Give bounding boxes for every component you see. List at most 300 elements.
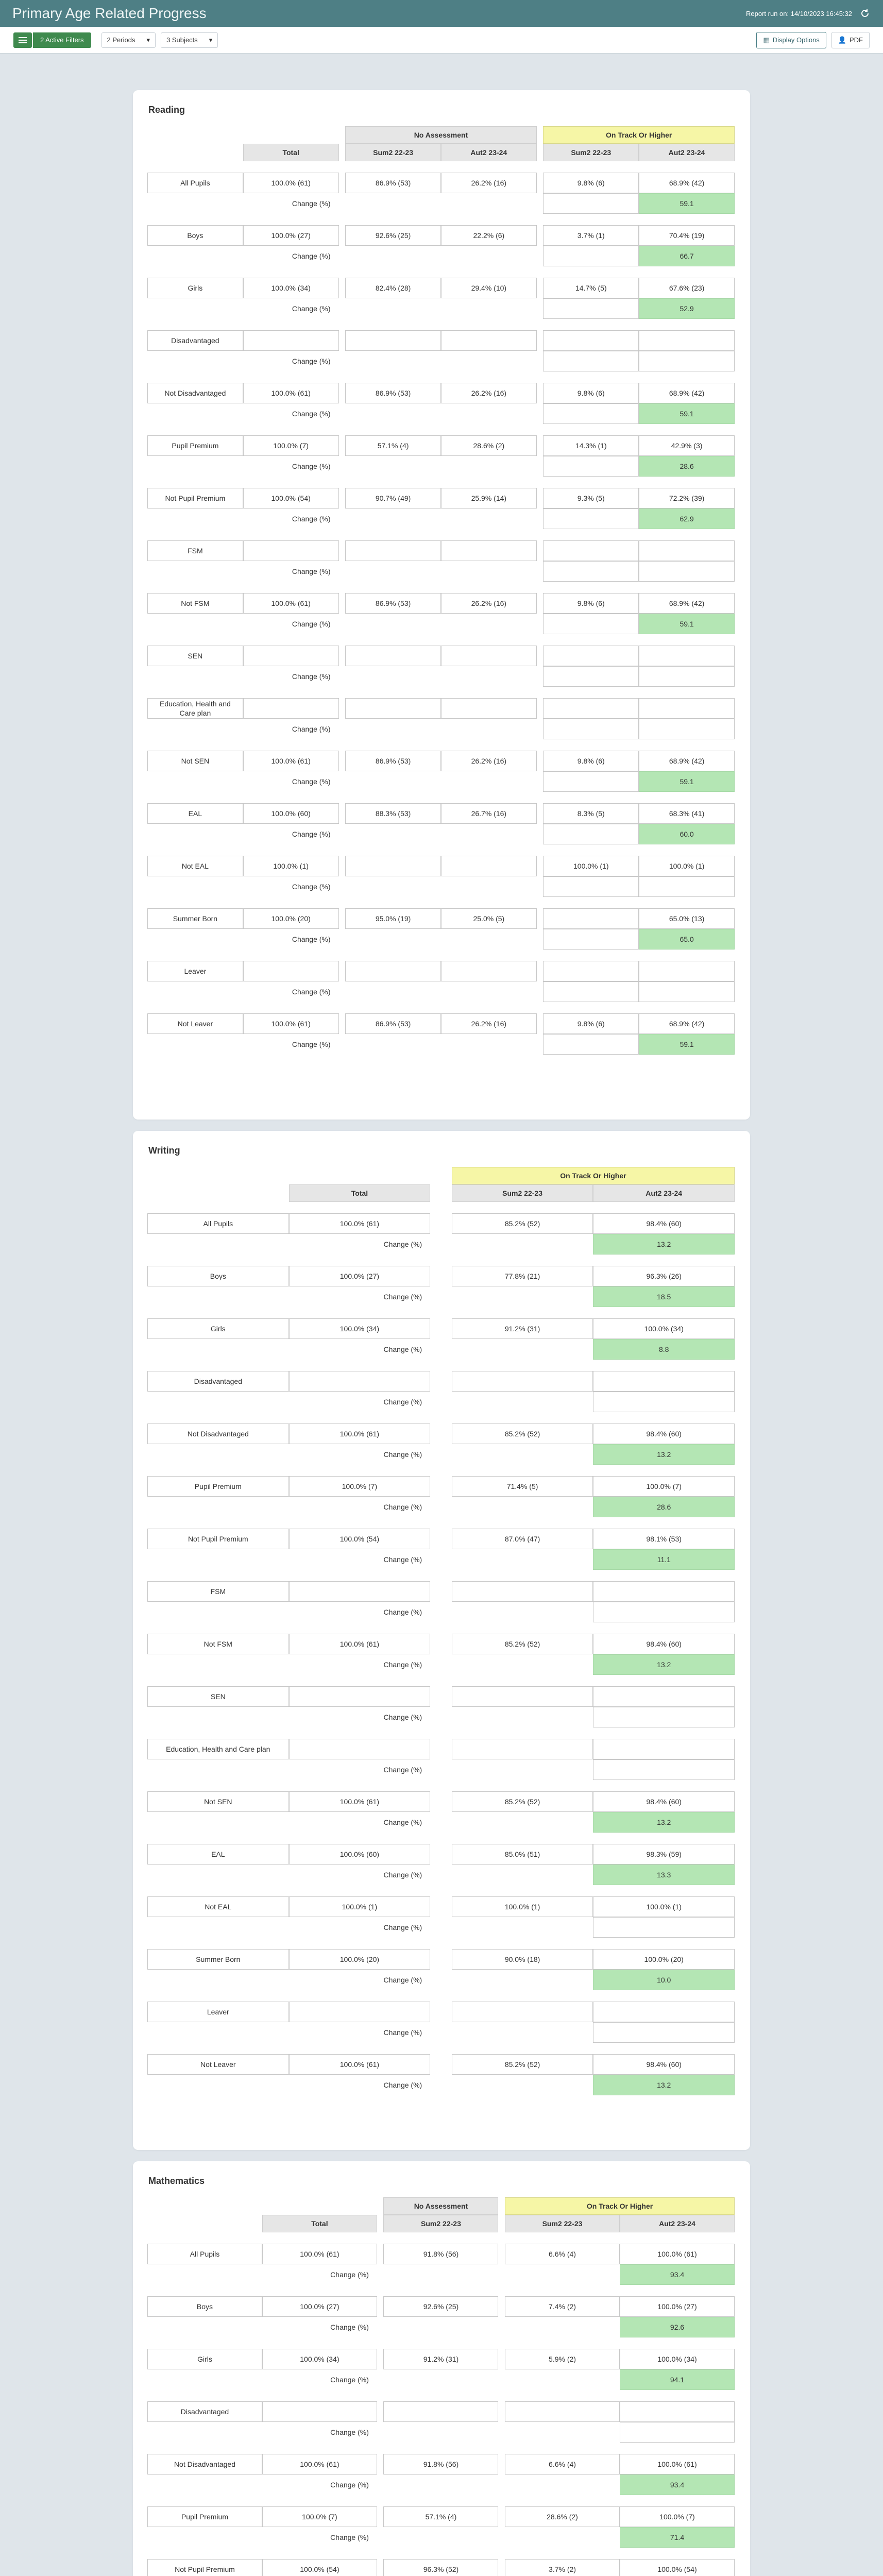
total-cell: 100.0% (61) [243, 173, 339, 193]
on-track-sum2-cell: 14.7% (5) [543, 278, 639, 298]
spacer [537, 929, 544, 950]
on-track-aut2-cell: 100.0% (1) [593, 1896, 735, 1917]
spacer [339, 803, 346, 824]
row-spacer [147, 1727, 735, 1739]
spacer [147, 897, 735, 908]
spacer [147, 1938, 735, 1949]
spacer [339, 456, 346, 477]
spacer [537, 488, 544, 509]
on-track-aut2-cell: 68.9% (42) [639, 383, 735, 403]
spacer [537, 561, 544, 582]
on-track-sum2-cell [452, 2002, 593, 2022]
header-on-track: On Track Or Higher [452, 1167, 735, 1184]
spacer [430, 1844, 452, 1865]
change-value-cell: 11.1 [593, 1549, 735, 1570]
total-cell [243, 540, 339, 561]
change-row [147, 929, 735, 950]
table-row [147, 1213, 735, 1234]
row-label: All Pupils [147, 2244, 262, 2264]
header-row [147, 144, 735, 161]
total-cell: 100.0% (27) [289, 1266, 431, 1286]
row-spacer [147, 2548, 735, 2559]
on-track-sum2-cell: 3.7% (1) [543, 225, 639, 246]
spacer [345, 403, 441, 424]
spacer [147, 1970, 289, 1990]
spacer [147, 1570, 735, 1581]
change-label: Change (%) [292, 830, 331, 838]
spacer [430, 1549, 452, 1570]
row-label: Not Disadvantaged [147, 383, 243, 403]
spacer [147, 1990, 735, 2002]
row-label: Leaver [147, 961, 243, 981]
change-label: Change (%) [292, 1040, 331, 1048]
row-spacer [147, 2043, 735, 2054]
row-label: Not FSM [147, 1634, 289, 1654]
change-value-cell [639, 876, 735, 897]
spacer [505, 2317, 620, 2337]
no-assessment-sum2-cell [345, 856, 441, 876]
spacer [345, 929, 441, 950]
spacer [345, 771, 441, 792]
menu-button[interactable] [13, 32, 32, 48]
spacer [377, 2215, 384, 2232]
row-label: Summer Born [147, 908, 243, 929]
change-row [147, 981, 735, 1002]
change-label: Change (%) [383, 2081, 422, 2089]
table-row [147, 2054, 735, 2075]
total-cell [243, 698, 339, 719]
no-assessment-sum2-cell: 86.9% (53) [345, 383, 441, 403]
spacer [147, 161, 735, 173]
spacer [441, 246, 537, 266]
change-sum2-cell [543, 246, 639, 266]
on-track-aut2-cell: 100.0% (54) [620, 2559, 735, 2576]
row-spacer [147, 1360, 735, 1371]
spacer [430, 1581, 452, 1602]
spacer [430, 1234, 452, 1255]
table-row [147, 1634, 735, 1654]
change-label: Change (%) [383, 1240, 422, 1248]
spacer [537, 540, 544, 561]
change-label: Change (%) [383, 1766, 422, 1774]
spacer [430, 1184, 452, 1202]
spacer [430, 1759, 452, 1780]
row-label: All Pupils [147, 1213, 289, 1234]
row-label: Not SEN [147, 751, 243, 771]
total-cell: 100.0% (60) [289, 1844, 431, 1865]
change-row [147, 1970, 735, 1990]
total-cell: 100.0% (61) [289, 1791, 431, 1812]
on-track-sum2-cell: 6.6% (4) [505, 2244, 620, 2264]
spacer [537, 876, 544, 897]
spacer [147, 2215, 262, 2232]
change-label: Change (%) [292, 304, 331, 313]
change-label: Change (%) [383, 1503, 422, 1511]
row-spacer [147, 1780, 735, 1791]
no-assessment-sum2-cell: 86.9% (53) [345, 593, 441, 614]
spacer [537, 666, 544, 687]
row-label: Not Pupil Premium [147, 488, 243, 509]
no-assessment-sum2-cell [345, 330, 441, 351]
change-row [147, 1917, 735, 1938]
change-sum2-cell [543, 456, 639, 477]
row-spacer [147, 1885, 735, 1896]
display-options-button[interactable] [756, 32, 826, 48]
on-track-sum2-cell [543, 698, 639, 719]
change-row [147, 509, 735, 529]
subjects-dropdown[interactable] [161, 32, 218, 48]
on-track-aut2-cell: 100.0% (7) [593, 1476, 735, 1497]
header-row [147, 2215, 735, 2232]
grid-icon: ▦ [763, 36, 770, 44]
spacer [383, 2475, 498, 2495]
on-track-sum2-cell: 9.8% (6) [543, 593, 639, 614]
reading-table [147, 126, 735, 1055]
no-assessment-sum2-cell [383, 2401, 498, 2422]
spacer [147, 1497, 289, 1517]
total-cell [262, 2401, 377, 2422]
spacer [345, 824, 441, 844]
change-label: Change (%) [330, 2323, 369, 2331]
change-label: Change (%) [292, 988, 331, 996]
spacer [339, 351, 346, 371]
spacer [441, 298, 537, 319]
on-track-aut2-cell [593, 1686, 735, 1707]
spacer [147, 1517, 735, 1529]
spacer [147, 771, 243, 792]
spacer [537, 278, 544, 298]
spacer [147, 1202, 735, 1213]
spacer [345, 719, 441, 739]
spacer [147, 351, 243, 371]
spacer [537, 698, 544, 719]
change-row [147, 666, 735, 687]
change-row [147, 1654, 735, 1675]
row-label: All Pupils [147, 173, 243, 193]
on-track-sum2-cell: 9.3% (5) [543, 488, 639, 509]
spacer [339, 144, 346, 161]
spacer [537, 246, 544, 266]
row-spacer [147, 1465, 735, 1476]
header-no-assessment: No Assessment [383, 2197, 498, 2215]
row-label: SEN [147, 1686, 289, 1707]
change-value-cell: 66.7 [639, 246, 735, 266]
row-label: Disadvantaged [147, 2401, 262, 2422]
change-sum2-cell [543, 929, 639, 950]
no-assessment-aut2-cell: 26.2% (16) [441, 173, 537, 193]
spacer [147, 403, 243, 424]
hamburger-icon [19, 37, 27, 43]
on-track-aut2-cell: 70.4% (19) [639, 225, 735, 246]
on-track-aut2-cell: 100.0% (20) [593, 1949, 735, 1970]
change-value-cell: 8.8 [593, 1339, 735, 1360]
row-label: Boys [147, 2296, 262, 2317]
table-row [147, 2244, 735, 2264]
spacer [147, 981, 243, 1002]
on-track-sum2-cell [543, 908, 639, 929]
spacer [537, 456, 544, 477]
spacer [537, 225, 544, 246]
report-run-timestamp: Report run on: 14/10/2023 16:45:32 [746, 9, 852, 18]
row-label: EAL [147, 803, 243, 824]
spacer [147, 1885, 735, 1896]
spacer [339, 751, 346, 771]
spacer [339, 509, 346, 529]
change-sum2-cell [543, 771, 639, 792]
row-label: Girls [147, 1318, 289, 1339]
change-label: Change (%) [330, 2533, 369, 2541]
change-row [147, 1339, 735, 1360]
active-filters-button[interactable]: 2 Active Filters [33, 32, 91, 48]
header-total: Total [243, 144, 339, 161]
spacer [147, 634, 735, 646]
spacer [339, 193, 346, 214]
row-spacer [147, 214, 735, 225]
change-label: Change (%) [330, 2376, 369, 2384]
change-row [147, 1865, 735, 1885]
change-value-cell: 13.2 [593, 1234, 735, 1255]
spacer [430, 1896, 452, 1917]
spacer [377, 2369, 384, 2390]
spacer [345, 876, 441, 897]
on-track-sum2-cell: 85.2% (52) [452, 2054, 593, 2075]
spacer [441, 666, 537, 687]
spacer [537, 1013, 544, 1034]
spacer [147, 298, 243, 319]
spacer [430, 2002, 452, 2022]
spacer [430, 1686, 452, 1707]
change-label: Change (%) [383, 1713, 422, 1721]
spacer [441, 456, 537, 477]
table-row [147, 2296, 735, 2317]
spacer [498, 2215, 505, 2232]
on-track-aut2-cell: 68.9% (42) [639, 1013, 735, 1034]
spacer [498, 2422, 505, 2443]
change-value-cell: 13.2 [593, 2075, 735, 2095]
header-row [147, 1184, 735, 1202]
spacer [537, 1034, 544, 1055]
spacer [147, 1759, 289, 1780]
spacer [147, 2390, 735, 2401]
spacer [441, 509, 537, 529]
row-spacer [147, 1833, 735, 1844]
chevron-down-icon: ▾ [209, 36, 213, 44]
no-assessment-aut2-cell [441, 540, 537, 561]
header-no-assessment: No Assessment [345, 126, 537, 144]
change-value-cell: 60.0 [639, 824, 735, 844]
change-value-cell: 52.9 [639, 298, 735, 319]
spacer [345, 351, 441, 371]
spacer [452, 1234, 593, 1255]
row-label: Not EAL [147, 1896, 289, 1917]
spacer [339, 929, 346, 950]
row-spacer [147, 477, 735, 488]
no-assessment-sum2-cell: 82.4% (28) [345, 278, 441, 298]
spacer [452, 1286, 593, 1307]
change-value-cell: 28.6 [639, 456, 735, 477]
change-sum2-cell [543, 981, 639, 1002]
spacer [147, 1184, 289, 1202]
change-sum2-cell [543, 666, 639, 687]
spacer [452, 1865, 593, 1885]
spacer [147, 144, 243, 161]
spacer [452, 1549, 593, 1570]
spacer [339, 719, 346, 739]
change-value-cell: 93.4 [620, 2475, 735, 2495]
spacer [147, 1727, 735, 1739]
spacer [147, 193, 243, 214]
header-row [147, 1167, 735, 1184]
spacer [147, 950, 735, 961]
change-value-cell [639, 561, 735, 582]
spacer [537, 509, 544, 529]
header-sum2: Sum2 22-23 [383, 2215, 498, 2232]
row-label: Girls [147, 278, 243, 298]
table-row [147, 540, 735, 561]
spacer [383, 2317, 498, 2337]
spacer [147, 2317, 262, 2337]
spacer [441, 403, 537, 424]
total-cell: 100.0% (1) [289, 1896, 431, 1917]
total-cell: 100.0% (61) [289, 1423, 431, 1444]
change-value-cell: 13.2 [593, 1654, 735, 1675]
row-label: Not SEN [147, 1791, 289, 1812]
on-track-sum2-cell: 14.3% (1) [543, 435, 639, 456]
change-row [147, 876, 735, 897]
pdf-button[interactable] [831, 32, 870, 48]
row-spacer [147, 634, 735, 646]
spacer [339, 698, 346, 719]
no-assessment-sum2-cell: 57.1% (4) [383, 2506, 498, 2527]
change-row [147, 771, 735, 792]
change-row [147, 246, 735, 266]
spacer [147, 456, 243, 477]
spacer [430, 1286, 452, 1307]
row-label: Pupil Premium [147, 435, 243, 456]
spacer [452, 1812, 593, 1833]
spacer [452, 2075, 593, 2095]
total-cell: 100.0% (34) [243, 278, 339, 298]
table-row [147, 435, 735, 456]
no-assessment-sum2-cell: 95.0% (19) [345, 908, 441, 929]
spacer [430, 1423, 452, 1444]
on-track-aut2-cell: 98.3% (59) [593, 1844, 735, 1865]
change-sum2-cell [543, 403, 639, 424]
spacer [383, 2369, 498, 2390]
no-assessment-aut2-cell: 26.2% (16) [441, 593, 537, 614]
spacer [452, 1654, 593, 1675]
spacer [430, 1529, 452, 1549]
spacer [339, 1013, 346, 1034]
on-track-sum2-cell: 77.8% (21) [452, 1266, 593, 1286]
spacer [147, 2285, 735, 2296]
on-track-sum2-cell: 85.2% (52) [452, 1213, 593, 1234]
change-row [147, 2264, 735, 2285]
on-track-sum2-cell: 100.0% (1) [452, 1896, 593, 1917]
total-cell: 100.0% (7) [262, 2506, 377, 2527]
change-label: Change (%) [292, 567, 331, 575]
row-label: Not Pupil Premium [147, 1529, 289, 1549]
spacer [147, 126, 243, 144]
spacer [537, 126, 544, 144]
spacer [430, 1266, 452, 1286]
reading-card [133, 90, 750, 1120]
change-value-cell: 13.2 [593, 1444, 735, 1465]
spacer [147, 246, 243, 266]
row-label: Pupil Premium [147, 1476, 289, 1497]
change-value-cell: 28.6 [593, 1497, 735, 1517]
spacer [339, 646, 346, 666]
table-row [147, 225, 735, 246]
spacer [537, 771, 544, 792]
on-track-sum2-cell: 5.9% (2) [505, 2349, 620, 2369]
spacer [147, 1865, 289, 1885]
spacer [147, 614, 243, 634]
spacer [147, 582, 735, 593]
spacer [339, 126, 346, 144]
spacer [147, 1307, 735, 1318]
spacer [147, 2422, 262, 2443]
spacer [339, 856, 346, 876]
on-track-sum2-cell: 9.8% (6) [543, 751, 639, 771]
row-spacer [147, 2337, 735, 2349]
row-spacer [147, 950, 735, 961]
change-value-cell: 59.1 [639, 771, 735, 792]
spacer [441, 351, 537, 371]
total-cell: 100.0% (1) [243, 856, 339, 876]
spacer [147, 1034, 243, 1055]
on-track-sum2-cell [452, 1581, 593, 1602]
writing-title: Writing [148, 1145, 180, 1156]
row-spacer [147, 1990, 735, 2002]
change-value-cell: 18.5 [593, 1286, 735, 1307]
on-track-aut2-cell [639, 961, 735, 981]
spacer [147, 1602, 289, 1622]
change-row [147, 2369, 735, 2390]
change-row [147, 403, 735, 424]
change-sum2-cell [543, 719, 639, 739]
change-row [147, 1549, 735, 1570]
row-spacer [147, 2390, 735, 2401]
total-cell: 100.0% (27) [243, 225, 339, 246]
spacer [147, 2197, 262, 2215]
total-cell: 100.0% (61) [289, 2054, 431, 2075]
spacer [498, 2296, 505, 2317]
reading-title: Reading [148, 105, 185, 115]
row-label: Not FSM [147, 593, 243, 614]
total-cell: 100.0% (27) [262, 2296, 377, 2317]
change-value-cell [593, 1602, 735, 1622]
spacer [537, 351, 544, 371]
change-sum2-cell [543, 509, 639, 529]
on-track-sum2-cell: 3.7% (2) [505, 2559, 620, 2576]
no-assessment-aut2-cell [441, 698, 537, 719]
on-track-aut2-cell: 100.0% (7) [620, 2506, 735, 2527]
periods-dropdown[interactable] [101, 32, 156, 48]
on-track-aut2-cell: 42.9% (3) [639, 435, 735, 456]
table-row [147, 1318, 735, 1339]
no-assessment-aut2-cell: 26.2% (16) [441, 383, 537, 403]
total-cell: 100.0% (54) [262, 2559, 377, 2576]
spacer [537, 330, 544, 351]
spacer [383, 2422, 498, 2443]
spacer [498, 2317, 505, 2337]
spacer [537, 144, 544, 161]
refresh-icon[interactable] [859, 8, 871, 19]
spacer [147, 876, 243, 897]
change-row [147, 1707, 735, 1727]
spacer [339, 908, 346, 929]
